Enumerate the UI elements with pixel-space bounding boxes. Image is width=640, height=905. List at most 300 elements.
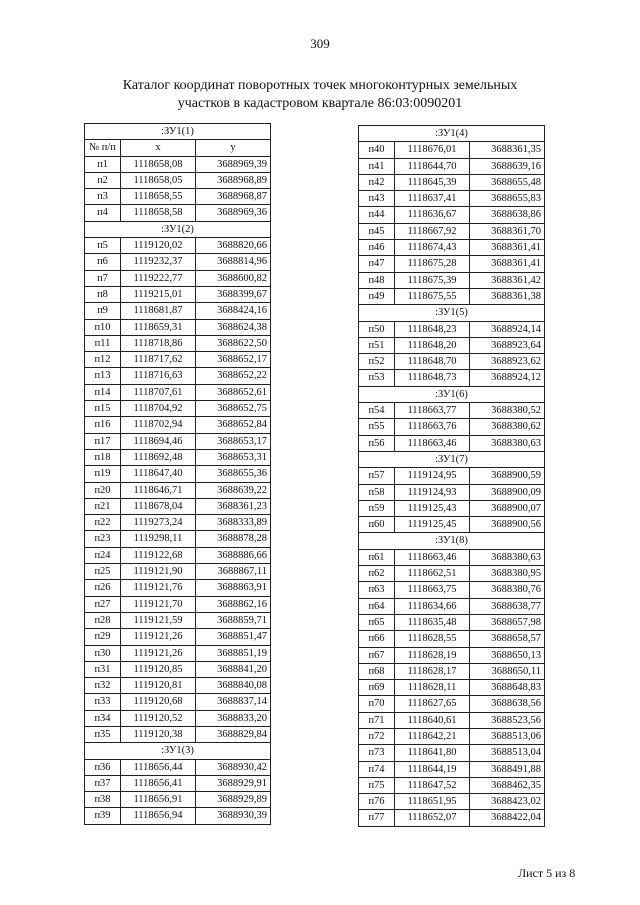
table-row [85,270,271,286]
table-row [85,726,271,742]
table-row [85,482,271,498]
x-coordinate-cell: 1118646,71 [121,482,196,498]
point-number-cell: п8 [85,286,121,302]
point-number-cell: п65 [359,614,395,630]
section-header-row [359,126,545,142]
y-coordinate-cell: 3688333,89 [196,515,271,531]
x-coordinate-cell: 1119232,37 [121,254,196,270]
table-row [359,647,545,663]
y-coordinate-cell: 3688969,36 [196,205,271,221]
table-row [359,614,545,630]
section-header-row [359,533,545,549]
x-coordinate-cell: 1119121,76 [121,580,196,596]
x-coordinate-cell: 1118663,77 [395,403,470,419]
x-coordinate-cell: 1118662,51 [395,566,470,582]
x-coordinate-cell: 1119125,43 [395,500,470,516]
x-coordinate-cell: 1118675,55 [395,288,470,304]
table-row [85,515,271,531]
table-row [359,370,545,386]
table-row [85,596,271,612]
x-coordinate-cell: 1119122,68 [121,547,196,563]
y-coordinate-cell: 3688863,91 [196,580,271,596]
x-coordinate-cell: 1118627,65 [395,696,470,712]
point-number-cell: п9 [85,303,121,319]
point-number-cell: п76 [359,794,395,810]
section-header-row [359,386,545,402]
y-coordinate-cell: 3688380,62 [470,419,545,435]
point-number-cell: п51 [359,337,395,353]
point-number-cell: п36 [85,759,121,775]
table-row [359,207,545,223]
x-coordinate-cell: 1118658,08 [121,156,196,172]
y-coordinate-cell: 3688638,86 [470,207,545,223]
x-coordinate-cell: 1118694,46 [121,433,196,449]
point-number-cell: п7 [85,270,121,286]
x-coordinate-cell: 1119120,38 [121,726,196,742]
point-number-cell: п52 [359,354,395,370]
point-number-cell: п1 [85,156,121,172]
y-coordinate-cell: 3688837,14 [196,694,271,710]
y-coordinate-cell: 3688652,17 [196,352,271,368]
point-number-cell: п32 [85,678,121,694]
point-number-cell: п35 [85,726,121,742]
table-row [359,566,545,582]
table-row [85,352,271,368]
x-coordinate-cell: 1119120,02 [121,238,196,254]
y-coordinate-cell: 3688638,77 [470,598,545,614]
point-number-cell: п71 [359,712,395,728]
title-line-2: участков в кадастровом квартале 86:03:0090201 [177,96,463,111]
point-number-cell: п69 [359,680,395,696]
table-row [359,794,545,810]
coordinates-table-right-body [359,126,545,827]
table-row [85,417,271,433]
point-number-cell: п38 [85,792,121,808]
column-header-row [85,140,271,156]
point-number-cell: п37 [85,775,121,791]
x-coordinate-cell: 1118678,04 [121,498,196,514]
section-header-row [85,743,271,759]
y-coordinate-cell: 3688924,14 [470,321,545,337]
y-coordinate-cell: 3688829,84 [196,726,271,742]
point-number-cell: п63 [359,582,395,598]
x-coordinate-cell: 1118707,61 [121,384,196,400]
x-coordinate-cell: 1119120,68 [121,694,196,710]
point-number-cell: п53 [359,370,395,386]
x-coordinate-cell: 1118658,55 [121,189,196,205]
point-number-cell: п19 [85,466,121,482]
y-coordinate-cell: 3688624,38 [196,319,271,335]
point-number-cell: п17 [85,433,121,449]
y-coordinate-cell: 3688655,36 [196,466,271,482]
y-coordinate-cell: 3688900,56 [470,517,545,533]
point-number-cell: п62 [359,566,395,582]
y-coordinate-cell: 3688655,48 [470,174,545,190]
point-number-cell: п56 [359,435,395,451]
section-label: :ЗУ1(2) [85,221,271,237]
x-coordinate-cell: 1118717,62 [121,352,196,368]
y-coordinate-cell: 3688361,70 [470,223,545,239]
table-row [359,777,545,793]
x-coordinate-cell: 1118656,91 [121,792,196,808]
point-number-cell: п60 [359,517,395,533]
y-coordinate-cell: 3688900,59 [470,468,545,484]
point-number-cell: п42 [359,174,395,190]
x-coordinate-cell: 1118658,05 [121,172,196,188]
x-coordinate-cell: 1118644,19 [395,761,470,777]
point-number-cell: п26 [85,580,121,596]
y-coordinate-cell: 3688638,56 [470,696,545,712]
section-header-row [85,124,271,140]
x-coordinate-cell: 1119121,26 [121,645,196,661]
y-coordinate-cell: 3688652,84 [196,417,271,433]
x-coordinate-cell: 1118663,46 [395,549,470,565]
point-number-cell: п6 [85,254,121,270]
y-coordinate-cell: 3688833,20 [196,710,271,726]
point-number-cell: п10 [85,319,121,335]
x-coordinate-cell: 1118628,17 [395,663,470,679]
table-row [85,629,271,645]
x-coordinate-cell: 1118647,52 [395,777,470,793]
x-coordinate-cell: 1118692,48 [121,449,196,465]
point-number-cell: п50 [359,321,395,337]
table-row [85,433,271,449]
x-coordinate-cell: 1118637,41 [395,191,470,207]
point-number-cell: п47 [359,256,395,272]
table-row [359,696,545,712]
table-row [85,645,271,661]
table-row [85,384,271,400]
y-coordinate-cell: 3688929,89 [196,792,271,808]
y-coordinate-cell: 3688652,61 [196,384,271,400]
x-coordinate-cell: 1118628,11 [395,680,470,696]
x-coordinate-cell: 1119273,24 [121,515,196,531]
point-number-cell: п22 [85,515,121,531]
x-coordinate-cell: 1118648,20 [395,337,470,353]
table-row [359,174,545,190]
x-coordinate-cell: 1118647,40 [121,466,196,482]
table-row [359,598,545,614]
y-coordinate-cell: 3688862,16 [196,596,271,612]
x-coordinate-cell: 1119121,26 [121,629,196,645]
table-row [85,286,271,302]
table-row [85,547,271,563]
y-coordinate-cell: 3688969,39 [196,156,271,172]
point-number-cell: п12 [85,352,121,368]
x-coordinate-cell: 1118642,21 [395,728,470,744]
column-header: x [121,140,196,156]
point-number-cell: п72 [359,728,395,744]
point-number-cell: п61 [359,549,395,565]
x-coordinate-cell: 1119222,77 [121,270,196,286]
table-row [359,256,545,272]
x-coordinate-cell: 1118656,94 [121,808,196,824]
x-coordinate-cell: 1119298,11 [121,531,196,547]
point-number-cell: п39 [85,808,121,824]
point-number-cell: п46 [359,240,395,256]
point-number-cell: п2 [85,172,121,188]
point-number-cell: п33 [85,694,121,710]
sheet-counter: Лист 5 из 8 [518,866,576,880]
x-coordinate-cell: 1118628,19 [395,647,470,663]
point-number-cell: п23 [85,531,121,547]
y-coordinate-cell: 3688851,19 [196,645,271,661]
table-row [359,484,545,500]
y-coordinate-cell: 3688930,39 [196,808,271,824]
table-row [359,223,545,239]
y-coordinate-cell: 3688657,98 [470,614,545,630]
y-coordinate-cell: 3688652,22 [196,368,271,384]
point-number-cell: п77 [359,810,395,826]
point-number-cell: п11 [85,335,121,351]
x-coordinate-cell: 1118659,31 [121,319,196,335]
table-row [359,321,545,337]
table-row [359,435,545,451]
y-coordinate-cell: 3688361,23 [196,498,271,514]
column-header: № п/п [85,140,121,156]
y-coordinate-cell: 3688650,11 [470,663,545,679]
point-number-cell: п13 [85,368,121,384]
y-coordinate-cell: 3688929,91 [196,775,271,791]
point-number-cell: п18 [85,449,121,465]
table-row [359,158,545,174]
point-number-cell: п21 [85,498,121,514]
table-row [85,254,271,270]
x-coordinate-cell: 1118656,44 [121,759,196,775]
point-number-cell: п49 [359,288,395,304]
coordinates-table-left-body [85,124,271,825]
table-row [359,403,545,419]
x-coordinate-cell: 1118667,92 [395,223,470,239]
table-row [85,449,271,465]
x-coordinate-cell: 1118674,43 [395,240,470,256]
page-number: 309 [310,36,330,51]
x-coordinate-cell: 1118658,58 [121,205,196,221]
y-coordinate-cell: 3688361,42 [470,272,545,288]
point-number-cell: п31 [85,661,121,677]
x-coordinate-cell: 1118663,76 [395,419,470,435]
x-coordinate-cell: 1118640,61 [395,712,470,728]
x-coordinate-cell: 1118645,39 [395,174,470,190]
table-row [359,680,545,696]
section-header-row [85,221,271,237]
y-coordinate-cell: 3688380,95 [470,566,545,582]
x-coordinate-cell: 1118648,73 [395,370,470,386]
point-number-cell: п45 [359,223,395,239]
point-number-cell: п20 [85,482,121,498]
point-number-cell: п30 [85,645,121,661]
point-number-cell: п68 [359,663,395,679]
point-number-cell: п43 [359,191,395,207]
table-row [85,335,271,351]
table-row [85,172,271,188]
y-coordinate-cell: 3688867,11 [196,564,271,580]
y-coordinate-cell: 3688652,75 [196,401,271,417]
y-coordinate-cell: 3688658,57 [470,631,545,647]
y-coordinate-cell: 3688639,22 [196,482,271,498]
x-coordinate-cell: 1118651,95 [395,794,470,810]
section-label: :ЗУ1(5) [359,305,545,321]
point-number-cell: п4 [85,205,121,221]
section-label: :ЗУ1(4) [359,126,545,142]
y-coordinate-cell: 3688361,38 [470,288,545,304]
y-coordinate-cell: 3688513,04 [470,745,545,761]
table-row [359,728,545,744]
x-coordinate-cell: 1119215,01 [121,286,196,302]
y-coordinate-cell: 3688462,35 [470,777,545,793]
table-row [359,631,545,647]
x-coordinate-cell: 1118648,70 [395,354,470,370]
x-coordinate-cell: 1118648,23 [395,321,470,337]
y-coordinate-cell: 3688886,66 [196,547,271,563]
table-row [85,466,271,482]
x-coordinate-cell: 1118656,41 [121,775,196,791]
table-row [359,500,545,516]
x-coordinate-cell: 1118663,46 [395,435,470,451]
y-coordinate-cell: 3688422,04 [470,810,545,826]
table-row [359,745,545,761]
y-coordinate-cell: 3688900,09 [470,484,545,500]
page-title [60,77,580,113]
table-row [85,189,271,205]
section-header-row [359,451,545,467]
table-row [85,401,271,417]
table-row [359,582,545,598]
table-row [359,288,545,304]
table-row [359,272,545,288]
x-coordinate-cell: 1118644,70 [395,158,470,174]
point-number-cell: п14 [85,384,121,400]
y-coordinate-cell: 3688814,96 [196,254,271,270]
table-row [85,205,271,221]
y-coordinate-cell: 3688639,16 [470,158,545,174]
table-row [359,663,545,679]
point-number-cell: п15 [85,401,121,417]
x-coordinate-cell: 1119120,52 [121,710,196,726]
table-row [85,303,271,319]
point-number-cell: п67 [359,647,395,663]
y-coordinate-cell: 3688523,56 [470,712,545,728]
table-row [85,319,271,335]
point-number-cell: п34 [85,710,121,726]
y-coordinate-cell: 3688930,42 [196,759,271,775]
point-number-cell: п41 [359,158,395,174]
x-coordinate-cell: 1118704,92 [121,401,196,417]
x-coordinate-cell: 1118718,86 [121,335,196,351]
point-number-cell: п44 [359,207,395,223]
y-coordinate-cell: 3688655,83 [470,191,545,207]
point-number-cell: п5 [85,238,121,254]
y-coordinate-cell: 3688968,87 [196,189,271,205]
point-number-cell: п59 [359,500,395,516]
table-row [359,810,545,826]
y-coordinate-cell: 3688923,64 [470,337,545,353]
y-coordinate-cell: 3688423,02 [470,794,545,810]
y-coordinate-cell: 3688650,13 [470,647,545,663]
table-row [359,419,545,435]
y-coordinate-cell: 3688491,88 [470,761,545,777]
title-line-1: Каталог координат поворотных точек многоконтурных земельных [122,78,518,93]
y-coordinate-cell: 3688900,07 [470,500,545,516]
x-coordinate-cell: 1118641,80 [395,745,470,761]
y-coordinate-cell: 3688820,66 [196,238,271,254]
point-number-cell: п48 [359,272,395,288]
column-header: y [196,140,271,156]
table-row [85,710,271,726]
x-coordinate-cell: 1118628,55 [395,631,470,647]
point-number-cell: п57 [359,468,395,484]
point-number-cell: п58 [359,484,395,500]
y-coordinate-cell: 3688600,82 [196,270,271,286]
table-row [85,759,271,775]
section-label: :ЗУ1(6) [359,386,545,402]
x-coordinate-cell: 1119120,81 [121,678,196,694]
y-coordinate-cell: 3688878,28 [196,531,271,547]
table-row [85,612,271,628]
x-coordinate-cell: 1118635,48 [395,614,470,630]
y-coordinate-cell: 3688859,71 [196,612,271,628]
point-number-cell: п27 [85,596,121,612]
y-coordinate-cell: 3688622,50 [196,335,271,351]
point-number-cell: п16 [85,417,121,433]
x-coordinate-cell: 1119124,93 [395,484,470,500]
table-row [359,712,545,728]
y-coordinate-cell: 3688361,41 [470,240,545,256]
y-coordinate-cell: 3688380,76 [470,582,545,598]
table-row [85,238,271,254]
y-coordinate-cell: 3688380,52 [470,403,545,419]
table-row [359,468,545,484]
point-number-cell: п75 [359,777,395,793]
x-coordinate-cell: 1118716,63 [121,368,196,384]
point-number-cell: п54 [359,403,395,419]
y-coordinate-cell: 3688399,67 [196,286,271,302]
y-coordinate-cell: 3688968,89 [196,172,271,188]
point-number-cell: п70 [359,696,395,712]
table-row [85,564,271,580]
table-row [85,694,271,710]
y-coordinate-cell: 3688923,62 [470,354,545,370]
table-row [85,498,271,514]
table-row [359,517,545,533]
y-coordinate-cell: 3688380,63 [470,435,545,451]
point-number-cell: п29 [85,629,121,645]
y-coordinate-cell: 3688361,41 [470,256,545,272]
point-number-cell: п28 [85,612,121,628]
y-coordinate-cell: 3688513,06 [470,728,545,744]
x-coordinate-cell: 1119120,85 [121,661,196,677]
y-coordinate-cell: 3688380,63 [470,549,545,565]
point-number-cell: п40 [359,142,395,158]
x-coordinate-cell: 1119124,95 [395,468,470,484]
x-coordinate-cell: 1119121,59 [121,612,196,628]
table-row [359,549,545,565]
x-coordinate-cell: 1118675,39 [395,272,470,288]
table-row [85,775,271,791]
section-label: :ЗУ1(3) [85,743,271,759]
table-row [359,240,545,256]
point-number-cell: п25 [85,564,121,580]
coordinates-table-left [84,123,271,825]
table-row [85,661,271,677]
x-coordinate-cell: 1119121,90 [121,564,196,580]
y-coordinate-cell: 3688840,08 [196,678,271,694]
x-coordinate-cell: 1118652,07 [395,810,470,826]
y-coordinate-cell: 3688424,16 [196,303,271,319]
point-number-cell: п74 [359,761,395,777]
section-label: :ЗУ1(7) [359,451,545,467]
table-row [85,368,271,384]
